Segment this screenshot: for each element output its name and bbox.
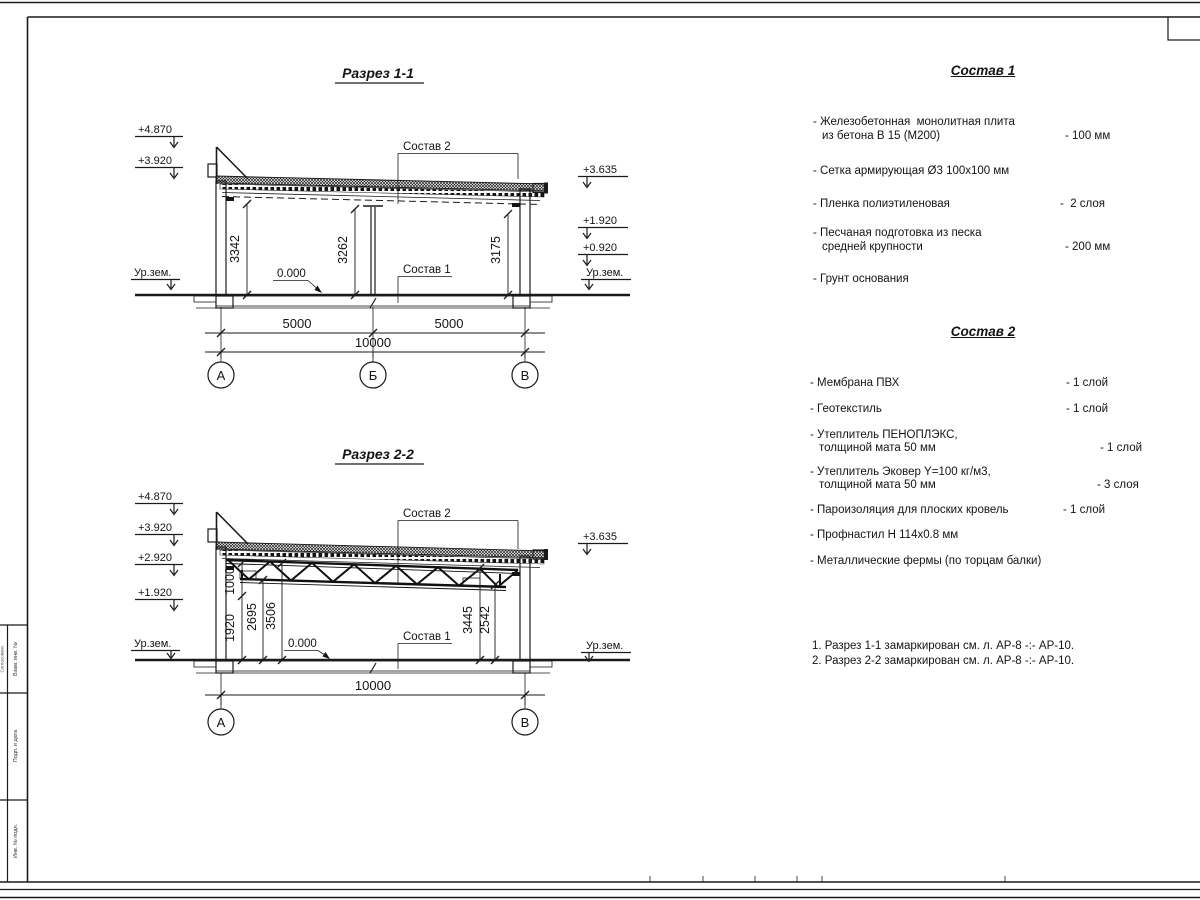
sostav1-ref: Состав 1 (403, 264, 451, 276)
dim-10000: 10000 (354, 335, 392, 350)
ground-left-label: Ур.зем. (134, 267, 172, 279)
sostav1-item-1a: - Железобетонная монолитная плита (813, 116, 1015, 128)
sostav2-item-1: - Мембрана ПВХ (810, 377, 900, 389)
ground-left-label-22: Ур.зем. (134, 638, 172, 650)
elev-4870: +4.870 (138, 124, 172, 136)
elev-1920: +1.920 (583, 215, 617, 227)
sostav1-value-3: - 2 слоя (1060, 198, 1106, 210)
elev-3635-22: +3.635 (583, 531, 617, 543)
dim-5000-b: 5000 (434, 316, 464, 331)
sostav2-ref: Состав 2 (403, 141, 451, 153)
elev-4870-22: +4.870 (138, 491, 172, 503)
axis-a-22: А (216, 715, 226, 730)
wall-left (216, 181, 226, 295)
sostav2-heading: Состав 2 (950, 324, 1016, 339)
zero-level: 0.000 (277, 268, 306, 280)
zero-level-22: 0.000 (288, 638, 317, 650)
stamp-label-inv: Инв. № подл. (13, 823, 19, 859)
dim-3342: 3342 (228, 235, 242, 263)
wall-left-22 (216, 547, 226, 660)
section-1-1 (131, 65, 631, 388)
dim-5000-a: 5000 (282, 316, 312, 331)
elev-3920: +3.920 (138, 155, 172, 167)
sostav2-value-1: - 1 слой (1066, 377, 1109, 389)
sostav1-heading: Состав 1 (950, 63, 1016, 78)
sostav1-item-4a: - Песчаная подготовка из песка (813, 227, 982, 239)
axis-bubbles (208, 352, 538, 388)
dim-3445: 3445 (461, 606, 475, 634)
sostav2-item-3b: толщиной мата 50 мм (819, 442, 936, 454)
wall-right-22 (520, 556, 530, 660)
sostav1-ref-22: Состав 1 (403, 631, 451, 643)
stamp-label-vzam: Взам. инв. № (13, 641, 19, 677)
sostav1-value-1: - 100 мм (1065, 130, 1111, 142)
ground-right-label: Ур.зем. (586, 267, 624, 279)
sostav1-value-4: - 200 мм (1065, 241, 1111, 253)
elevation-marks-right-22 (578, 531, 631, 662)
axis-b: Б (368, 368, 378, 383)
dim-strings-22 (205, 673, 545, 705)
left-margin-stamp (0, 625, 28, 882)
stamp-label-podp: Подп. и дата (13, 729, 19, 763)
axis-bubbles-22 (208, 695, 538, 735)
title-block-ticks (650, 876, 1005, 882)
elev-2920-22: +2.920 (138, 552, 172, 564)
sostav2-item-5: - Пароизоляция для плоских кровель (810, 504, 1009, 516)
sostav2-item-3a: - Утеплитель ПЕНОПЛЭКС, (810, 429, 958, 441)
sostav2-value-3: - 1 слой (1100, 442, 1143, 454)
section-2-2 (131, 446, 631, 735)
dim-strings (205, 307, 545, 358)
floor (135, 295, 630, 308)
sostav1-item-3: - Пленка полиэтиленовая (813, 198, 950, 210)
sostav2-value-2: - 1 слой (1066, 403, 1109, 415)
section-1-1-title: Разрез 1-1 (342, 65, 414, 81)
roof (216, 176, 548, 205)
sostav2-item-4b: толщиной мата 50 мм (819, 479, 936, 491)
sostav2-ref-22: Состав 2 (403, 508, 451, 520)
dim-2542: 2542 (478, 606, 492, 634)
elev-0920: +0.920 (583, 242, 617, 254)
elevation-marks-right (578, 164, 631, 290)
sostav2-value-4: - 3 слоя (1097, 479, 1139, 491)
elev-1920-22: +1.920 (138, 587, 172, 599)
floor-22 (135, 660, 630, 673)
note-2: 2. Разрез 2-2 замаркирован см. л. АР-8 -:- АР-10. (812, 655, 1075, 667)
dim-2695: 2695 (245, 603, 259, 631)
wall-right (520, 189, 530, 295)
callouts-22 (284, 508, 518, 669)
dim-3175: 3175 (489, 236, 503, 264)
dim-1000: 1000 (223, 567, 237, 595)
stamp-margin-text: Согласовано (0, 645, 5, 673)
sostav1-item-4b: средней крупности (822, 241, 923, 253)
sostav2-item-7: - Металлические фермы (по торцам балки) (810, 555, 1042, 567)
dim-1920: 1920 (223, 614, 237, 642)
axis-a: А (216, 368, 226, 383)
dim-10000-22: 10000 (354, 678, 392, 693)
column-middle (363, 206, 383, 295)
sostav2-item-6: - Профнастил Н 114х0.8 мм (810, 529, 959, 541)
elev-3635: +3.635 (583, 164, 617, 176)
ground-right-label-22: Ур.зем. (586, 640, 624, 652)
dim-3506: 3506 (264, 602, 278, 630)
callouts (273, 141, 518, 303)
axis-v-22: В (520, 715, 530, 730)
sostav1-item-1b: из бетона В 15 (М200) (822, 130, 941, 142)
vertical-dims (228, 200, 512, 299)
section-2-2-title: Разрез 2-2 (342, 446, 414, 462)
axis-v: В (520, 368, 530, 383)
elevation-marks-left (131, 124, 183, 290)
sostav2-item-4a: - Утеплитель Эковер Y=100 кг/м3, (810, 466, 991, 478)
dim-3262: 3262 (336, 236, 350, 264)
sostav1-item-5: - Грунт основания (813, 273, 909, 285)
sostav1-item-2: - Сетка армирующая Ø3 100х100 мм (813, 165, 1010, 177)
frame-corner-box (1168, 17, 1200, 40)
elevation-marks-left-22 (131, 491, 183, 659)
truss (226, 560, 518, 591)
sostav2-item-2: - Геотекстиль (810, 403, 882, 415)
sostav2-value-5: - 1 слой (1063, 504, 1106, 516)
elev-3920-22: +3.920 (138, 522, 172, 534)
note-1: 1. Разрез 1-1 замаркирован см. л. АР-8 -:- АР-10. (812, 640, 1075, 652)
